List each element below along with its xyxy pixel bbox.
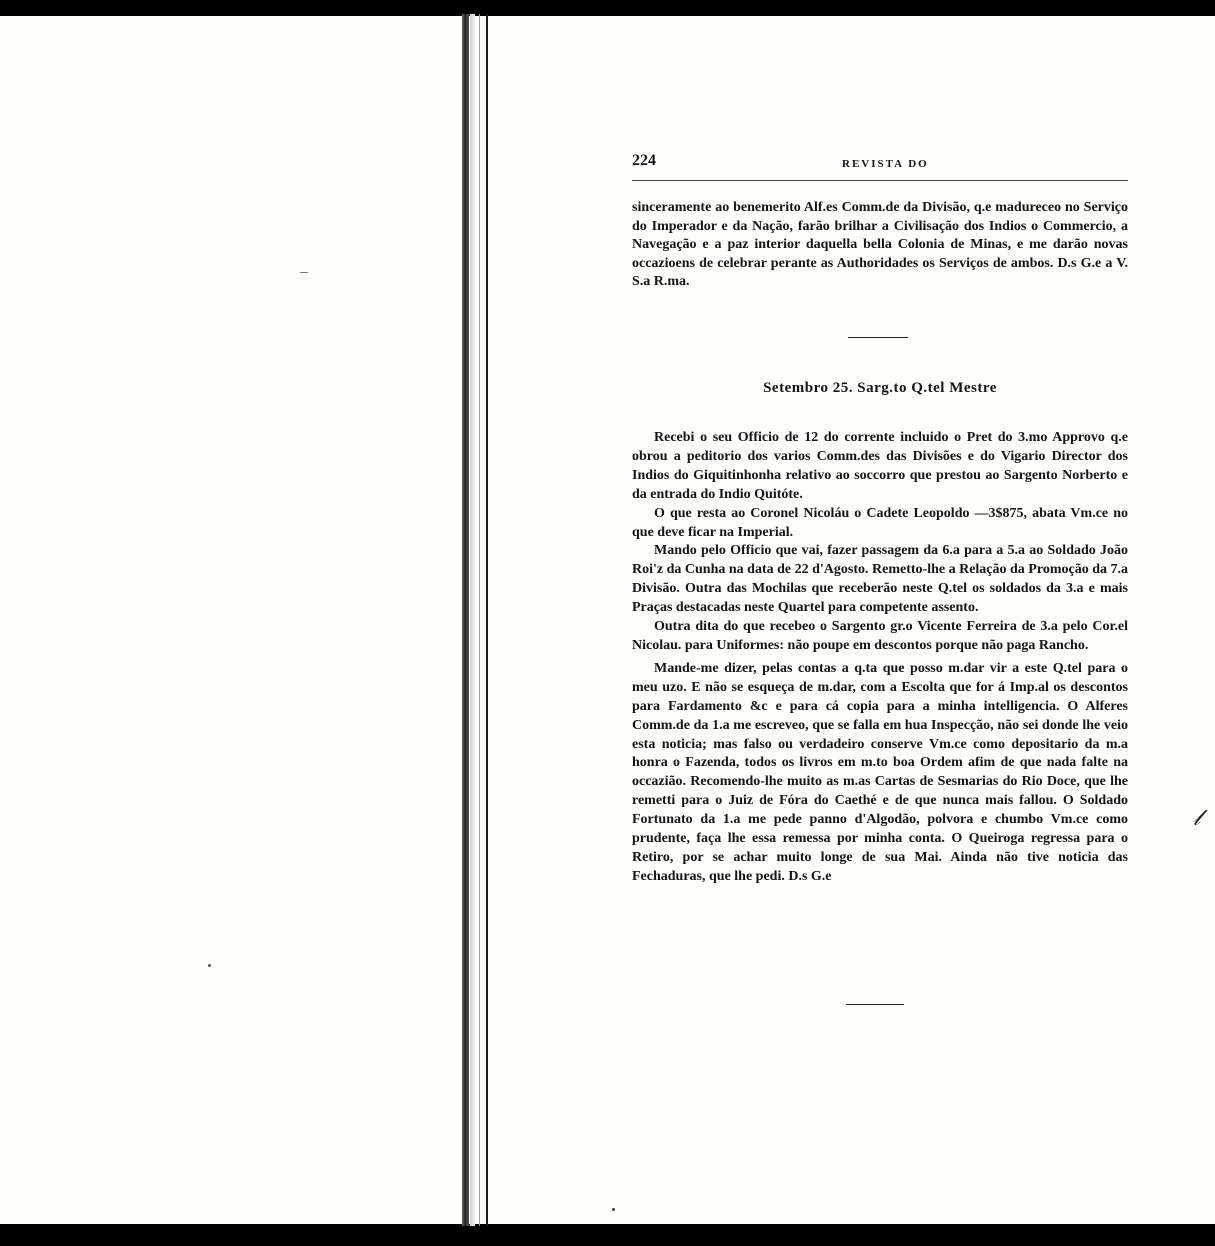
scan-speck — [300, 272, 308, 273]
paragraph: O que resta ao Coronel Nicoláu o Cadete Leopoldo —3$875, abata Vm.ce no que deve ficar na Imperial. — [632, 505, 1128, 540]
scan-border-top — [0, 0, 1215, 16]
paragraph: Outra dita do que recebeo o Sargento gr.o Vicente Ferreira de 3.a pelo Cor.el Nicolau. para Uniformes: não poupe em descontos porque não paga Rancho. — [632, 619, 1128, 653]
book-gutter-edge — [479, 14, 480, 1226]
section-divider — [848, 337, 908, 338]
scan-speck — [612, 1208, 615, 1211]
paragraph: sinceramente ao benemerito Alf.es Comm.de da Divisão, q.e madureceo no Serviço do Imperador e da Nação, farão brilhar a Civilisação dos Indios o Commercio, a Navegação e a paz interior daquella bella Colonia de Minas, e me darão novas occazioens de celebrar perante as Authoridades os Serviços de ambos. D.s G.e a V. S.a R.ma. — [632, 200, 1128, 290]
paragraph: Mando pelo Officio que vai, fazer passagem da 6.a para a 5.a ao Soldado João Roi'z da Cunha na data de 22 d'Agosto. Remetto-lhe a Relação da Promoção da 7.a Divisão. Outra das Mochilas que receberão neste Q.tel os soldados da 3.a e mais Praças destacadas neste Quartel para competente assento. — [632, 543, 1128, 616]
page-header — [632, 152, 1128, 181]
scan-speck — [208, 964, 211, 967]
letter-body — [632, 429, 1128, 887]
section-divider — [846, 1004, 904, 1005]
running-head: REVISTA DO — [842, 158, 929, 170]
scan-border-bottom — [0, 1224, 1215, 1246]
page-number: 224 — [632, 152, 656, 169]
paragraph: Mande-me dizer, pelas contas a q.ta que posso m.dar vir a este Q.tel para o meu uzo. E não se esqueça de m.dar, com a Escolta que for á Imp.al os descontos para Fardamento &c e para cá copia para a minha intelligencia. O Alferes Comm.de da 1.a me escreveo, que se falla em hua Inspecção, não sei donde lhe veio esta noticia; mas falso ou verdadeiro conserve Vm.ce como depositario da m.a honra o Fazenda, todos os livros em m.to boa Ordem afim de que nada falte na occazião. Recomendo-lhe muito as m.as Cartas de Sesmarias do Rio Doce, que lhe remetti para o Juiz de Fóra do Caethé e de que nunca mais fallou. O Soldado Fortunato da 1.a me pede panno d'Algodão, polvora e chumbo Vm.ce como prudente, faça lhe essa remessa por minha conta. O Queiroga regressa para o Retiro, por se achar muito longe de sua Mai. Ainda não tive noticia das Fechaduras, que lhe pedi. D.s G.e — [632, 660, 1128, 884]
page-edge-line — [486, 14, 488, 1226]
book-gutter-shadow — [462, 14, 469, 1226]
book-gutter-highlight — [470, 14, 475, 1226]
intro-paragraph — [632, 199, 1128, 292]
margin-pencil-mark: 𝓁 — [1193, 806, 1201, 831]
paragraph: Recebi o seu Officio de 12 do corrente incluido o Pret do 3.mo Approvo q.e obrou a peditorio dos varios Comm.des das Divisões e do Vigario Director dos Indios do Giquitinhonha relativo ao soccorro que prestou ao Sargento Norberto e da entrada do Indio Quitóte. — [632, 430, 1128, 502]
section-title: Setembro 25. Sarg.to Q.tel Mestre — [763, 380, 997, 396]
